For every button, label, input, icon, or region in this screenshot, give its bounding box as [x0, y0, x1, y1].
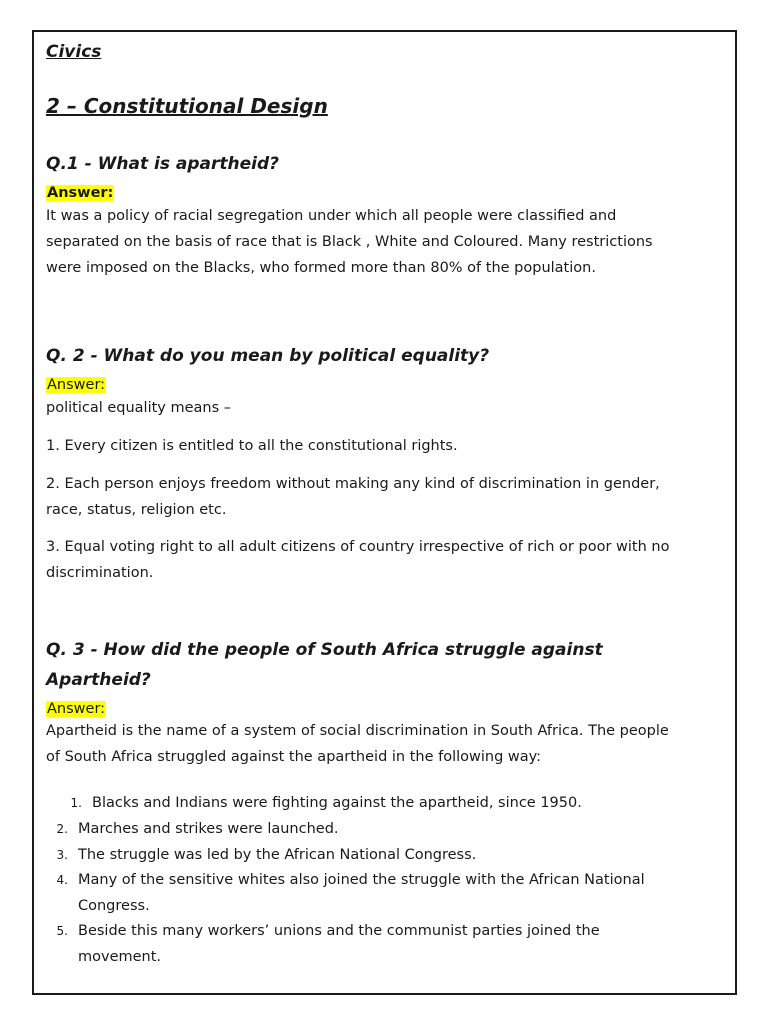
chapter-title: 2 – Constitutional Design: [46, 94, 328, 118]
answer-1-line: It was a policy of racial segregation under which all people were classified and: [46, 208, 617, 224]
answer-3-line: of South Africa struggled against the apartheid in the following way:: [46, 749, 542, 765]
list-item-text: The struggle was led by the African National Congress.: [78, 847, 477, 863]
answer-2-point-2: [46, 471, 726, 523]
answer-2-point-1: [46, 433, 726, 459]
answer-2-intro: political equality means –: [46, 400, 232, 416]
answer-label-3: [46, 698, 106, 718]
list-item-text: movement.: [78, 949, 162, 965]
answer-3-intro: [46, 718, 726, 770]
subject-title: Civics: [46, 42, 102, 62]
answer-label-3-text: Answer:: [47, 701, 106, 717]
answer-label-1: [46, 182, 114, 202]
question-3-line: Apartheid?: [46, 670, 151, 690]
answer-1-line: were imposed on the Blacks, who formed more than 80% of the population.: [46, 260, 596, 276]
answer-label-1-text: Answer:: [47, 185, 114, 201]
answer-2-line: race, status, religion etc.: [46, 502, 227, 518]
answer-2-line: 1. Every citizen is entitled to all the constitutional rights.: [46, 438, 458, 454]
answer-1-text: [46, 203, 726, 281]
answer-label-2-text: Answer:: [47, 377, 106, 393]
question-2: Q. 2 - What do you mean by political equality?: [46, 346, 490, 366]
answer-2-line: 2. Each person enjoys freedom without making any kind of discrimination in gender,: [46, 476, 660, 492]
list-item-text: Congress.: [78, 898, 150, 914]
list-item-text: Blacks and Indians were fighting against the apartheid, since 1950.: [92, 795, 582, 811]
list-item-number: 4.: [56, 873, 68, 887]
answer-3-line: Apartheid is the name of a system of social discrimination in South Africa. The people: [46, 723, 669, 739]
list-item-number: 1.: [70, 796, 82, 810]
question-3: [46, 635, 603, 695]
answer-label-2: [46, 374, 106, 394]
list-item-number: 2.: [56, 822, 68, 836]
question-3-line: Q. 3 - How did the people of South Africa struggle against: [46, 640, 603, 660]
answer-2-line: 3. Equal voting right to all adult citizens of country irrespective of rich or poor with no: [46, 539, 670, 555]
list-item-number: 5.: [56, 924, 68, 938]
list-item-text: Beside this many workers’ unions and the communist parties joined the: [78, 923, 600, 939]
answer-2-point-3: [46, 534, 726, 586]
answer-1-line: separated on the basis of race that is Black , White and Coloured. Many restrictions: [46, 234, 653, 250]
question-1: Q.1 - What is apartheid?: [46, 154, 279, 174]
list-item-text: Many of the sensitive whites also joined the struggle with the African National: [78, 872, 645, 888]
list-item-number: 3.: [56, 848, 68, 862]
answer-2-line: discrimination.: [46, 565, 154, 581]
list-item-text: Marches and strikes were launched.: [78, 821, 339, 837]
